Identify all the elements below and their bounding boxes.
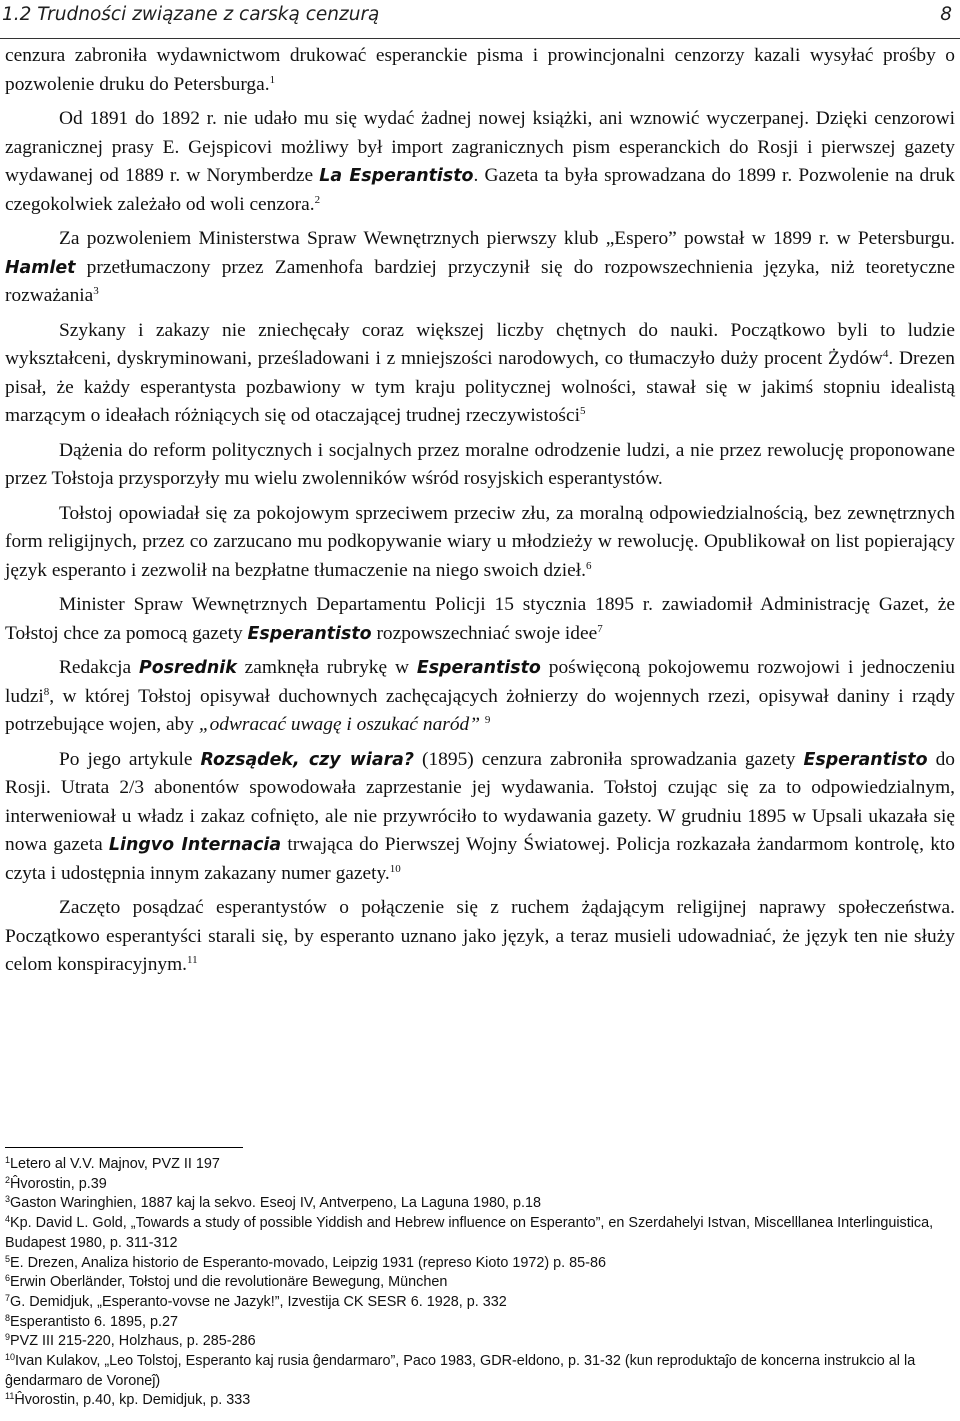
paragraph-p2 xyxy=(5,105,955,219)
text-run: rozpowszechniać swoje idee xyxy=(371,622,598,644)
paragraph-p7 xyxy=(5,591,955,648)
text-run: Szykany i zakazy nie zniechęcały coraz większej liczby chętnych do nauki. Początkowo byli to ludzie wykształceni, dyskryminowani, prześladowani i z mniejszości narodowych, co tłumaczyło duży procent Żydów xyxy=(5,319,955,369)
footnote-number: 4 xyxy=(5,1214,11,1225)
footnote-number: 11 xyxy=(5,1391,15,1402)
footnote-ref: 5 xyxy=(579,405,586,417)
footnote xyxy=(5,1214,955,1253)
text-run: zamknęła rubrykę w xyxy=(236,657,417,678)
footnote xyxy=(5,1313,955,1333)
footnotes xyxy=(5,1155,955,1411)
title-reference: Esperantisto xyxy=(416,658,541,678)
text-run: (1895) cenzura zabroniła sprowadzania gazety xyxy=(414,748,804,770)
page-number: 8 xyxy=(940,4,952,25)
footnote xyxy=(5,1273,955,1293)
footnote xyxy=(5,1391,955,1411)
footnote-number: 6 xyxy=(5,1273,11,1284)
footnote-ref: 2 xyxy=(314,193,321,206)
footnote-text: PVZ III 215-220, Holzhaus, p. 285-286 xyxy=(10,1333,256,1350)
footnote xyxy=(5,1352,955,1391)
title-reference: Lingvo Internacia xyxy=(108,835,282,855)
body-text xyxy=(5,42,955,980)
footnote xyxy=(5,1293,955,1313)
text-run: Zaczęto posądzać esperantystów o połączenie się z ruchem żądającym religijnej naprawy społeczeństwa. Początkowo esperantyści starali się, by esperanto uznano jako język, a teraz musieli udowadniać, że język ten nie służy celom konspiracyjnym. xyxy=(5,897,955,975)
text-run: . Gazeta ta była sprowadzana do 1899 r. Pozwolenie na druk czegokolwiek zależało od woli cenzora. xyxy=(5,165,955,215)
text-run: przetłumaczony przez Zamenhofa bardziej przyczynił się do rozpowszechnienia języka, niż teoretyczne rozważania xyxy=(5,256,955,306)
paragraph-p10 xyxy=(5,894,955,980)
footnote xyxy=(5,1175,955,1195)
text-run: Od 1891 do 1892 r. nie udało mu się wydać żadnej nowej książki, ani wznowić wyczerpanej. Dzięki cenzorowi zagranicznej prasy E. Gejspicovi możliwy był import zagranicznych pism esperanckich do Rosji i pierwszej gazety wydawanej od 1889 r. w Norymberdze xyxy=(5,108,955,186)
title-reference: Esperantisto xyxy=(247,623,372,644)
text-run: poświęconą pokojowemu rozwojowi i jednoczeniu ludzi xyxy=(5,657,955,707)
text-run: . Drezen pisał, że każdy esperantysta pozbawiony w tym kraju politycznej wolności, stawał się w jakimś stopniu idealistą marzącym o ideałach różniących się od otaczającej trudnej rzeczywistości xyxy=(5,348,955,426)
text-run: , w której Tołstoj opisywał duchownych zachęcających żołnierzy do wojennych rzezi, opisywał daniny i rządy potrzebujące wojen, aby xyxy=(5,685,955,735)
footnote-text: Letero al V.V. Majnov, PVZ II 197 xyxy=(10,1156,220,1172)
footnote xyxy=(5,1155,955,1175)
footnote xyxy=(5,1254,955,1274)
paragraph-p6 xyxy=(5,500,955,586)
footnote-text: G. Demidjuk, „Esperanto-vovse ne Jazyk!”, Izvestija CK SESR 6. 1928, p. 332 xyxy=(10,1293,507,1310)
title-reference: La Esperantisto xyxy=(319,166,474,186)
text-run: Dążenia do reform politycznych i socjalnych przez moralne odrodzenie ludzi, a nie przez rewolucję proponowane przez Tołstoja przysporzyły mu wielu zwolenników wśród rosyjskich esperantystów. xyxy=(5,439,955,489)
footnote-number: 5 xyxy=(5,1253,11,1264)
text-run: trwająca do Pierwszej Wojny Światowej. Policja rozkazała żandarmom kontrolę, kto czyta i udostępnia innym zakazany numer gazety. xyxy=(5,834,955,884)
text-run: cenzura zabroniła wydawnictwom drukować esperanckie pisma i prowincjonalni cenzorzy kazali wysyłać prośby o pozwolenie druku do Petersburga. xyxy=(5,45,955,95)
page-header xyxy=(0,0,960,39)
footnote-number: 3 xyxy=(5,1194,11,1205)
text-run: Za pozwoleniem Ministerstwa Spraw Wewnętrznych pierwszy klub „Espero” powstał w 1899 r. w Petersburgu. xyxy=(59,228,955,249)
footnote-number: 8 xyxy=(5,1312,11,1323)
footnote xyxy=(5,1332,955,1352)
paragraph-p5 xyxy=(5,437,955,494)
text-run: Minister Spraw Wewnętrznych Departamentu Policji 15 stycznia 1895 r. zawiadomił Administrację Gazet, że Tołstoj chce za pomocą gazety xyxy=(5,594,955,644)
footnote-number: 2 xyxy=(5,1174,11,1185)
footnote-number: 1 xyxy=(5,1155,11,1165)
text-run: do Rosji. Utrata 2/3 abonentów spowodowała zaprzestanie jej wydawania. Tołstoj czując się za to odpowiedzialnym, interweniował u władz i zakaz cofnięto, ale nie przywróciło to wydawania gazety. W grudniu 1895 w Upsali ukazała się nowa gazeta xyxy=(5,748,955,855)
footnote-ref: 11 xyxy=(187,954,198,966)
footnote-divider xyxy=(5,1147,243,1148)
footnote-number: 10 xyxy=(5,1352,16,1363)
footnote-text: Ivan Kulakov, „Leo Tolstoj, Esperanto kaj rusia ĝendarmaro”, Paco 1983, GDR-eldono, p. 31-32 (kun reproduktaĵo de koncerna instrukcio al la ĝendarmaro de Voroneĵ) xyxy=(5,1353,916,1389)
title-reference: Posrednik xyxy=(139,658,237,678)
footnote-ref: 3 xyxy=(93,285,99,297)
text-run: Redakcja xyxy=(59,657,139,678)
footnote-text: E. Drezen, Analiza historio de Esperanto-movado, Leipzig 1931 (represo Kioto 1972) p. 85-86 xyxy=(10,1254,606,1271)
paragraph-p9 xyxy=(5,746,955,889)
footnote-text: Gaston Waringhien, 1887 kaj la sekvo. Eseoj IV, Antverpeno, La Laguna 1980, p.18 xyxy=(10,1195,541,1212)
footnote xyxy=(5,1194,955,1214)
footnote-ref: 1 xyxy=(269,73,276,86)
footnote-ref: 8 xyxy=(43,685,50,698)
text-run: Tołstoj opowiadał się za pokojowym sprzeciwem przeciw złu, za moralną odpowiedzialnością, bez zewnętrznych form religijnych, przez co zarzucano mu podkopywanie wiary u młodzieży w rewolucję. Opublikował on list popierający język esperanto i zezwolił na bezpłatne tłumaczenie na niego swoich dzieł. xyxy=(5,502,955,581)
paragraph-p3 xyxy=(5,225,955,311)
paragraph-p4 xyxy=(5,317,955,431)
text-run: Po jego artykule xyxy=(59,748,201,770)
footnote-text: Kp. David L. Gold, „Towards a study of possible Yiddish and Hebrew influence on Esperanto”, en Szerdahelyi Istvan, Miscelllanea Interlinguistica, Budapest 1980, p. 311-312 xyxy=(5,1215,934,1251)
footnote-ref: 6 xyxy=(585,559,592,572)
footnote-text: Erwin Oberländer, Tołstoj und die revolutionäre Bewegung, München xyxy=(10,1274,448,1291)
footnote-number: 7 xyxy=(5,1292,11,1303)
footnote-ref: 7 xyxy=(597,622,603,635)
quotation: „odwracać uwagę i oszukać naród” xyxy=(198,714,480,735)
footnote-ref: 4 xyxy=(882,348,889,360)
title-reference: Rozsądek, czy wiara? xyxy=(200,749,414,770)
title-reference: Hamlet xyxy=(5,257,76,278)
footnote-ref: 10 xyxy=(389,862,401,875)
footnote-number: 9 xyxy=(5,1332,11,1343)
section-title: 1.2 Trudności związane z carską cenzurą xyxy=(2,4,380,25)
title-reference: Esperantisto xyxy=(803,749,928,770)
footnote-ref: 9 xyxy=(484,714,491,726)
footnote-text: Ĥvorostin, p.40, kp. Demidjuk, p. 333 xyxy=(14,1392,251,1409)
footnote-text: Ĥvorostin, p.39 xyxy=(10,1175,107,1192)
paragraph-p1 xyxy=(5,42,955,99)
footnote-text: Esperantisto 6. 1895, p.27 xyxy=(10,1313,179,1330)
paragraph-p8 xyxy=(5,654,955,740)
